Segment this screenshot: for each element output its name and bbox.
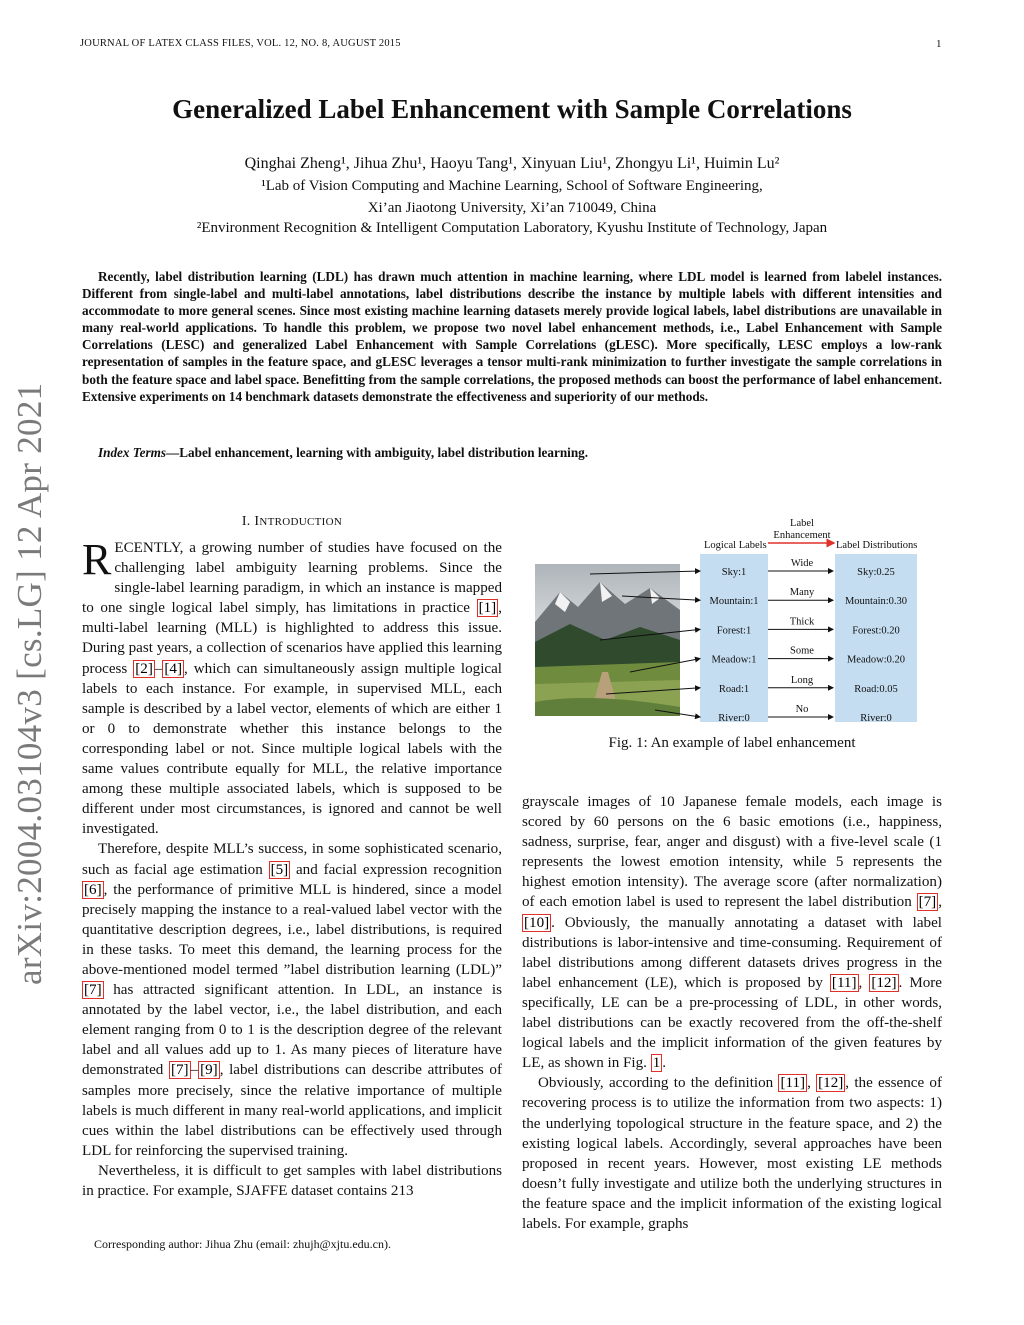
affiliation-1: ¹Lab of Vision Computing and Machine Learning, School of Software Engineering, xyxy=(261,178,763,194)
figure-link[interactable]: 1 xyxy=(652,1055,661,1072)
arxiv-stamp: arXiv:2004.03104v3 [cs.LG] 12 Apr 2021 xyxy=(10,382,49,985)
right-column xyxy=(522,792,942,1234)
citation-link[interactable]: [10] xyxy=(524,914,550,931)
citation-link[interactable]: [11] xyxy=(780,1075,806,1092)
page-number: 1 xyxy=(936,38,942,50)
affiliation-3: ²Environment Recognition & Intelligent Computation Laboratory, Kyushu Institute of Technology, Japan xyxy=(196,220,828,236)
label-distribution-value: River:0 xyxy=(860,713,892,724)
index-terms xyxy=(98,445,588,461)
logical-label: River:0 xyxy=(718,713,750,724)
paragraph: grayscale images of 10 Japanese female models, each image is scored by 60 persons on the 6 basic emotions (i.e., happiness, sadness, surprise, fear, anger and disgust) with a five-level scale (1 represents the lowest emotion intensity, while 5 represents the highest emotion intensity). The average score (after normalization) of each emotion label is used to represent the label distribution [7] , [10] . Obviously, the manually annotating a dataset with label distributions is labor-intensive and time-consuming. Requirement of label distributions among different datasets drives progress in the label enhancement (LE), which is proposed by [11] , [12] . More specifically, LE can be a pre-processing of LDL, in other words, label distributions can be exactly recovered from the off-the-shelf logical labels and the implicit information of the given features by LE, as shown in Fig. 1 . xyxy=(522,794,943,1072)
left-column xyxy=(82,535,502,1201)
qualifier-label: Thick xyxy=(789,616,815,628)
qualifier-label: Long xyxy=(790,674,814,686)
running-header: JOURNAL OF LATEX CLASS FILES, VOL. 12, NO. 8, AUGUST 2015 xyxy=(80,38,401,49)
index-terms-label: Index Terms xyxy=(98,445,167,460)
label-distribution-value: Sky:0.25 xyxy=(857,567,895,578)
author-list: Qinghai Zheng¹, Jihua Zhu¹, Haoyu Tang¹, Xinyuan Liu¹, Zhongyu Li¹, Huimin Lu² xyxy=(244,155,780,172)
footnote: Corresponding author: Jihua Zhu (email: zhujh@xjtu.edu.cn). xyxy=(94,1237,391,1251)
distribution-title: Label Distributions xyxy=(836,540,918,551)
arrow-label-1: Label xyxy=(790,518,814,529)
figure-label-enhancement xyxy=(530,512,930,727)
logical-label: Road:1 xyxy=(718,683,750,695)
section-heading: I. INTRODUCTION xyxy=(241,514,343,529)
citation-link[interactable]: [11] xyxy=(831,974,857,991)
citation-link[interactable]: [2] xyxy=(135,660,153,677)
citation-link[interactable]: [12] xyxy=(818,1075,844,1092)
arrow-label-2: Enhancement xyxy=(773,530,831,541)
paper-title: Generalized Label Enhancement with Sample Correlations xyxy=(172,94,852,124)
paragraph: Nevertheless, it is difficult to get samples with label distributions in practice. For example, SJAFFE dataset contains 213 xyxy=(82,1162,502,1199)
logical-labels-title: Logical Labels xyxy=(704,540,767,551)
landscape-photo xyxy=(535,564,680,716)
qualifier-label: Some xyxy=(790,645,814,657)
abstract: Recently, label distribution learning (LDL) has drawn much attention in machine learning, where LDL model is learned from labelel instances. Different from single-label and multi-label annotations, label distributions describe the instance by multiple labels with different intensities and accommodate to more general scenes. Since most existing machine learning datasets merely provide logical labels, label distributions are unavailable in many real-world applications. To handle this problem, we propose two novel label enhancement methods, i.e., Label Enhancement with Sample Correlations (LESC) and generalized Label Enhancement with Sample Correlations (gLESC). More specifically, LESC employs a low-rank representation of samples in the feature space, and gLESC leverages a tensor multi-rank minimization to further investigate the sample correlations in both the feature space and label space. Benefitting from the sample correlations, the proposed methods can boost the performance of label enhancement. Extensive experiments on 14 benchmark datasets demonstrate the effectiveness and superiority of our methods. xyxy=(82,269,942,404)
qualifier-label: Many xyxy=(789,587,815,599)
drop-cap: R xyxy=(82,535,112,584)
citation-link[interactable]: [7] xyxy=(170,1062,189,1079)
qualifier-label: No xyxy=(795,704,809,715)
citation-link[interactable]: [6] xyxy=(84,881,102,898)
index-terms-text: —Label enhancement, learning with ambiguity, label distribution learning. xyxy=(166,445,589,460)
citation-link[interactable]: [7] xyxy=(84,982,102,999)
logical-label: Forest:1 xyxy=(716,625,752,637)
citation-link[interactable]: [9] xyxy=(200,1062,218,1079)
citation-link[interactable]: [12] xyxy=(871,974,897,991)
paragraph: Therefore, despite MLL’s success, in some sophisticated scenario, such as facial age estimation [5] and facial expression recognition [6] , the performance of primitive MLL is hindered, since a model precisely mapping the instance to a real-valued label vector with the quantitative description degrees, i.e., label distributions, is required in these tasks. To meet this demand, the learning process for the above-mentioned model termed ”label distribution learning (LDL)” [7] has attracted significant attention. In LDL, an instance is annotated by the label vector, i.e., the label distribution, and each element ranging from 0 to 1 is the description degree of the relevant label and all values add up to 1. As many pieces of literature have demonstrated [7] – [9] , label distributions can describe attributes of samples more precisely, since the relative importance of multiple labels is much different in many real-world applications, and implicit cues within the label distributions can be effectively used through LDL for reinforcing the supervised training. xyxy=(82,841,502,1159)
label-distribution-value: Forest:0.20 xyxy=(852,625,900,637)
citation-link[interactable]: [7] xyxy=(918,894,937,911)
label-distribution-value: Mountain:0.30 xyxy=(844,596,908,608)
qualifier-label: Wide xyxy=(790,558,814,569)
paragraph: RECENTLY, a growing number of studies have focused on the challenging label ambiguity learning problems. Since the single-label learning paradigm, in which an instance is mapped to one single logical label simply, has limitations in practice [1] , multi-label learning (MLL) is highlighted to address this issue. During past years, a collection of scenarios have applied this learning process [2] – [4] , which can simultaneously assign multiple logical labels to each instance. For example, in supervised MLL, each sample is described by a label vector, elements of which are either 1 or 0 to demonstrate whether this instance belongs to the corresponding label or not. Since multiple logical labels with the same values contribute equally for MLL, the relative importance among these multiple associated labels, which is supposed to be different under most circumstances, is ignored and cannot be well investigated. xyxy=(82,535,502,838)
figure-caption: Fig. 1: An example of label enhancement xyxy=(608,735,856,751)
logical-label: Meadow:1 xyxy=(711,654,757,666)
citation-link[interactable]: [4] xyxy=(164,660,183,677)
citation-link[interactable]: [5] xyxy=(270,861,289,878)
affiliation-2: Xi’an Jiaotong University, Xi’an 710049, China xyxy=(367,200,657,216)
label-distributions-box xyxy=(835,554,917,722)
paragraph: Obviously, according to the definition [11] , [12] , the essence of recovering process is to utilize the information from two aspects: 1) the underlying topological structure in the feature space, and 2) the existing logical labels. Accordingly, several approaches have been proposed in recent years. However, most existing LE methods doesn’t fully investigate and utilize both the underlying structures in the feature space and the implicit information of the existing logical labels. For example, graphs xyxy=(522,1075,943,1232)
citation-link[interactable]: [1] xyxy=(478,600,497,617)
logical-label: Mountain:1 xyxy=(709,596,759,608)
label-distribution-value: Road:0.05 xyxy=(854,683,898,695)
logical-label: Sky:1 xyxy=(721,567,747,578)
logical-labels-box xyxy=(700,554,768,722)
label-distribution-value: Meadow:0.20 xyxy=(846,654,906,666)
